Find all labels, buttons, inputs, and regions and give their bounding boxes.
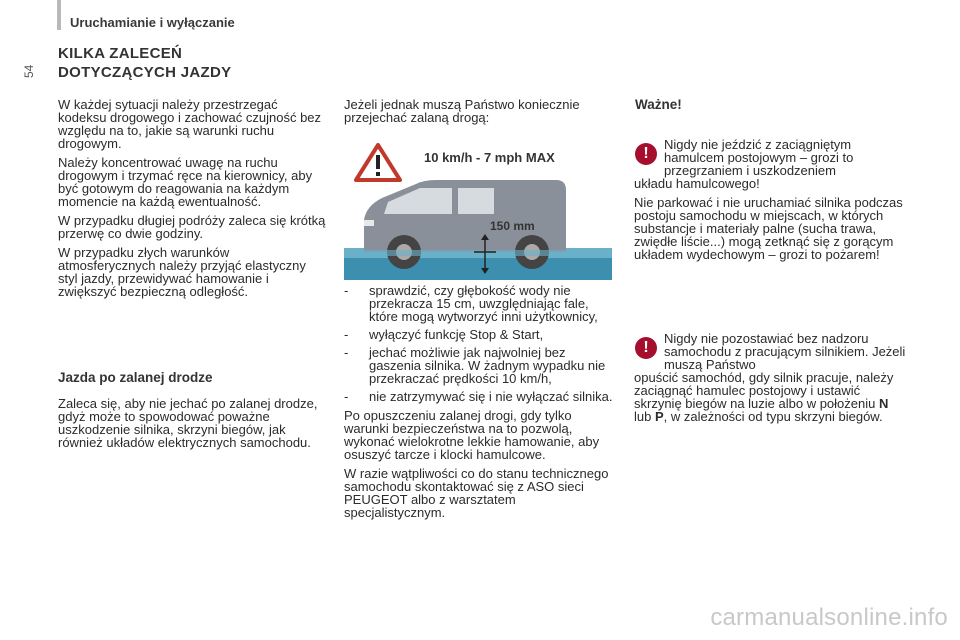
list-item: - nie zatrzymywać się i nie wyłączać silnika. — [344, 390, 618, 403]
paragraph: Po opuszczeniu zalanej drogi, gdy tylko warunki bezpieczeństwa na to pozwolą, wykonać wielokrotne lekkie hamowanie, aby osuszyć tarcze i klocki hamulcowe. — [344, 408, 600, 462]
paragraph: Jeżeli jednak muszą Państwo koniecznie przejechać zalaną drogą: — [344, 97, 580, 125]
note-text-rest: opuścić samochód, gdy silnik pracuje, należy zaciągnąć hamulec postojowy i ustawić skrzynię biegów na luzie albo w położeniu — [634, 370, 894, 411]
section-title-flood: Jazda po zalanej drodze — [58, 370, 213, 385]
paragraph — [634, 332, 906, 423]
water-body — [344, 258, 612, 280]
paragraph: W przypadku długiej podróży zaleca się krótką przerwę co dwie godziny. — [58, 213, 326, 241]
page-title-line-1: KILKA ZALECEŃ — [58, 45, 183, 62]
flood-figure — [344, 140, 612, 280]
depth-label: 150 mm — [490, 219, 535, 233]
header-tab-marker — [57, 0, 61, 30]
note-text-end: , w zależności od typu skrzyni biegów. — [663, 409, 883, 424]
paragraph — [634, 138, 906, 190]
gear-position-n: N — [878, 396, 889, 411]
warning-exclamation-icon: ! — [635, 337, 657, 359]
page-title — [58, 44, 231, 82]
list-item: - wyłączyć funkcję Stop & Start, — [344, 328, 618, 341]
important-title: Ważne! — [635, 97, 682, 112]
important-note-2 — [634, 332, 906, 429]
paragraph: Należy koncentrować uwagę na ruchu drogowym i trzymać ręce na kierownicy, aby być gotowym do reagowania na każdym momencie na każdą ewentualność. — [58, 155, 313, 209]
note-text-lead: Nigdy nie pozostawiać bez nadzoru samochodu z pracującym silnikiem. Jeżeli muszą Państwo — [664, 331, 906, 372]
watermark-footer: carmanualsonline.info — [710, 604, 948, 631]
important-note-1 — [634, 138, 906, 267]
speed-limit-label: 10 km/h - 7 mph MAX — [424, 150, 555, 165]
paragraph: W przypadku złych warunków atmosferycznych należy przyjąć elastyczny styl jazdy, przewidywać hamowanie i zwiększyć bezpieczną odległość. — [58, 245, 306, 299]
page-number: 54 — [22, 64, 36, 78]
note-text-lead: Nigdy nie jeździć z zaciągniętym hamulcem postojowym – grozi to przegrzaniem i uszkodzeniem — [664, 137, 854, 178]
gear-position-p: P — [654, 409, 664, 424]
column-2-rest — [344, 284, 618, 525]
paragraph: W każdej sytuacji należy przestrzegać kodeksu drogowego i zachować czujność bez względu na to, jakie są warunki ruchu drogowym. — [58, 97, 322, 151]
paragraph: Zaleca się, aby nie jechać po zalanej drodze, gdyż może to spowodować poważne uszkodzenie silnika, skrzyni biegów, jak również układów elektrycznych samochodu. — [58, 396, 318, 450]
bullet-list — [344, 284, 618, 403]
paragraph: W razie wątpliwości co do stanu technicznego samochodu skontaktować się z ASO sieci PEUGEOT albo z warsztatem specjalistycznym. — [344, 466, 609, 520]
page-title-line-2: DOTYCZĄCYCH JAZDY — [58, 64, 232, 81]
note-text-rest: układu hamulcowego! — [634, 176, 760, 191]
paragraph: Nie parkować i nie uruchamiać silnika podczas postoju samochodu w miejscach, w których substancje i materiały palne (sucha trawa, zwiędłe liście...) mogą zetknąć się z gorącym układem wydechowym – grozi to pożarem! — [634, 195, 903, 262]
list-item: - jechać możliwie jak najwolniej bez gaszenia silnika. W żadnym wypadku nie przekraczać prędkości 10 km/h, — [344, 346, 618, 385]
column-2-intro — [344, 98, 612, 130]
list-item: - sprawdzić, czy głębokość wody nie przekracza 15 cm, uwzględniając fale, które mogą wytworzyć inni użytkownicy, — [344, 284, 618, 323]
flood-illustration — [344, 140, 612, 280]
note-text-lub: lub — [634, 409, 655, 424]
section-header: Uruchamianie i wyłączanie — [70, 15, 235, 30]
column-1 — [58, 98, 326, 304]
flood-paragraph — [58, 397, 326, 455]
warning-exclamation-icon: ! — [635, 143, 657, 165]
